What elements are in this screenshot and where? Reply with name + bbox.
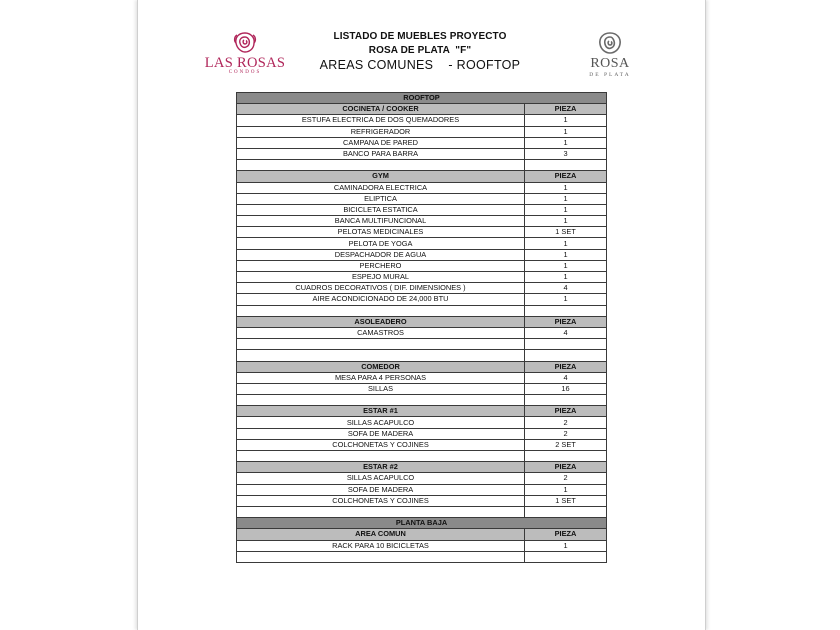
blank-row — [237, 339, 607, 350]
las-rosas-name: LAS ROSAS — [204, 55, 286, 71]
blank-cell — [525, 350, 607, 361]
item-qty: 1 — [525, 272, 607, 283]
item-qty: 4 — [525, 327, 607, 338]
planta-baja-title: PLANTA BAJA — [237, 518, 607, 529]
item-qty: 2 — [525, 417, 607, 428]
blank-cell — [525, 305, 607, 316]
blank-cell — [237, 395, 525, 406]
item-name: RACK PARA 10 BICICLETAS — [237, 540, 525, 551]
table-row — [237, 428, 607, 439]
item-qty: 1 — [525, 294, 607, 305]
blank-row — [237, 350, 607, 361]
rooftop-header-row — [237, 93, 607, 104]
blank-row — [237, 551, 607, 562]
item-qty: 1 — [525, 216, 607, 227]
item-name: SOFA DE MADERA — [237, 428, 525, 439]
item-name: BANCA MULTIFUNCIONAL — [237, 216, 525, 227]
qty-header: PIEZA — [525, 171, 607, 182]
blank-row — [237, 160, 607, 171]
blank-cell — [237, 451, 525, 462]
item-name: SILLAS ACAPULCO — [237, 417, 525, 428]
blank-row — [237, 451, 607, 462]
table-row — [237, 473, 607, 484]
table-row — [237, 227, 607, 238]
qty-header: PIEZA — [525, 104, 607, 115]
blank-cell — [237, 305, 525, 316]
item-qty: 1 — [525, 204, 607, 215]
document-title — [300, 30, 540, 73]
item-name: SILLAS ACAPULCO — [237, 473, 525, 484]
table-row — [237, 417, 607, 428]
rosa-de-plata-name: ROSA — [590, 56, 630, 71]
blank-cell — [237, 339, 525, 350]
blank-row — [237, 395, 607, 406]
las-rosas-sub: CONDOS — [228, 70, 262, 75]
blank-cell — [237, 506, 525, 517]
item-name: BICICLETA ESTATICA — [237, 204, 525, 215]
qty-header: PIEZA — [525, 529, 607, 540]
item-qty: 1 — [525, 238, 607, 249]
item-qty: 4 — [525, 372, 607, 383]
section-header-row — [237, 462, 607, 473]
item-name: PELOTAS MEDICINALES — [237, 227, 525, 238]
rose-icon — [232, 30, 258, 54]
section-title: ASOLEADERO — [237, 316, 525, 327]
item-qty: 2 SET — [525, 439, 607, 450]
blank-cell — [237, 551, 525, 562]
section-title: ESTAR #1 — [237, 406, 525, 417]
qty-header: PIEZA — [525, 316, 607, 327]
item-name: ESTUFA ELECTRICA DE DOS QUEMADORES — [237, 115, 525, 126]
table-row — [237, 204, 607, 215]
item-name: CAMPANA DE PARED — [237, 137, 525, 148]
item-name: CAMASTROS — [237, 327, 525, 338]
blank-cell — [525, 551, 607, 562]
title-line-1: LISTADO DE MUEBLES PROYECTO — [333, 31, 507, 42]
table-row — [237, 182, 607, 193]
blank-row — [237, 305, 607, 316]
item-qty: 1 — [525, 484, 607, 495]
las-rosas-logo — [198, 30, 292, 78]
table-row — [237, 249, 607, 260]
item-qty: 16 — [525, 383, 607, 394]
item-name: BANCO PARA BARRA — [237, 148, 525, 159]
blank-cell — [525, 451, 607, 462]
section-title: COCINETA / COOKER — [237, 104, 525, 115]
qty-header: PIEZA — [525, 462, 607, 473]
title-line-2: ROSA DE PLATA "F" — [368, 45, 472, 56]
table-row — [237, 495, 607, 506]
item-qty: 3 — [525, 148, 607, 159]
section-header-row — [237, 104, 607, 115]
section-header-row — [237, 406, 607, 417]
item-qty: 1 — [525, 540, 607, 551]
item-qty: 1 — [525, 137, 607, 148]
table-row — [237, 372, 607, 383]
item-name: MESA PARA 4 PERSONAS — [237, 372, 525, 383]
item-name: SILLAS — [237, 383, 525, 394]
section-title: AREA COMUN — [237, 529, 525, 540]
item-qty: 4 — [525, 283, 607, 294]
table-row — [237, 126, 607, 137]
item-name: ELIPTICA — [237, 193, 525, 204]
item-name: COLCHONETAS Y COJINES — [237, 495, 525, 506]
table-row — [237, 216, 607, 227]
table-row — [237, 260, 607, 271]
qty-header: PIEZA — [525, 406, 607, 417]
item-qty: 1 — [525, 115, 607, 126]
table-row — [237, 115, 607, 126]
rose-icon — [596, 30, 624, 56]
table-row — [237, 238, 607, 249]
item-name: CUADROS DECORATIVOS ( DIF. DIMENSIONES ) — [237, 283, 525, 294]
title-line-3: AREAS COMUNES - ROOFTOP — [319, 58, 521, 72]
item-qty: 1 — [525, 249, 607, 260]
blank-cell — [525, 506, 607, 517]
rosa-de-plata-sub: DE PLATA — [589, 72, 631, 78]
blank-cell — [525, 395, 607, 406]
table-row — [237, 327, 607, 338]
item-qty: 1 SET — [525, 227, 607, 238]
item-qty: 1 — [525, 126, 607, 137]
blank-row — [237, 506, 607, 517]
section-title: COMEDOR — [237, 361, 525, 372]
item-name: CAMINADORA ELECTRICA — [237, 182, 525, 193]
furniture-list-table — [236, 92, 607, 563]
table-row — [237, 148, 607, 159]
blank-cell — [237, 350, 525, 361]
table-row — [237, 193, 607, 204]
table-row — [237, 383, 607, 394]
table-row — [237, 540, 607, 551]
table-row — [237, 294, 607, 305]
table-row — [237, 137, 607, 148]
item-name: PELOTA DE YOGA — [237, 238, 525, 249]
item-name: PERCHERO — [237, 260, 525, 271]
blank-cell — [237, 160, 525, 171]
table-row — [237, 484, 607, 495]
item-name: DESPACHADOR DE AGUA — [237, 249, 525, 260]
section-header-row — [237, 171, 607, 182]
item-name: AIRE ACONDICIONADO DE 24,000 BTU — [237, 294, 525, 305]
section-header-row — [237, 316, 607, 327]
item-name: ESPEJO MURAL — [237, 272, 525, 283]
item-qty: 2 — [525, 473, 607, 484]
rosa-de-plata-logo — [572, 30, 648, 80]
item-name: REFRIGERADOR — [237, 126, 525, 137]
section-header-row — [237, 529, 607, 540]
item-qty: 2 — [525, 428, 607, 439]
item-name: COLCHONETAS Y COJINES — [237, 439, 525, 450]
item-qty: 1 SET — [525, 495, 607, 506]
section-title: GYM — [237, 171, 525, 182]
item-name: SOFA DE MADERA — [237, 484, 525, 495]
blank-cell — [525, 339, 607, 350]
item-qty: 1 — [525, 182, 607, 193]
planta-baja-header-row — [237, 518, 607, 529]
item-qty: 1 — [525, 260, 607, 271]
section-title: ESTAR #2 — [237, 462, 525, 473]
section-header-row — [237, 361, 607, 372]
table-row — [237, 283, 607, 294]
rooftop-title: ROOFTOP — [237, 93, 607, 104]
blank-cell — [525, 160, 607, 171]
item-qty: 1 — [525, 193, 607, 204]
table-row — [237, 439, 607, 450]
table-row — [237, 272, 607, 283]
qty-header: PIEZA — [525, 361, 607, 372]
